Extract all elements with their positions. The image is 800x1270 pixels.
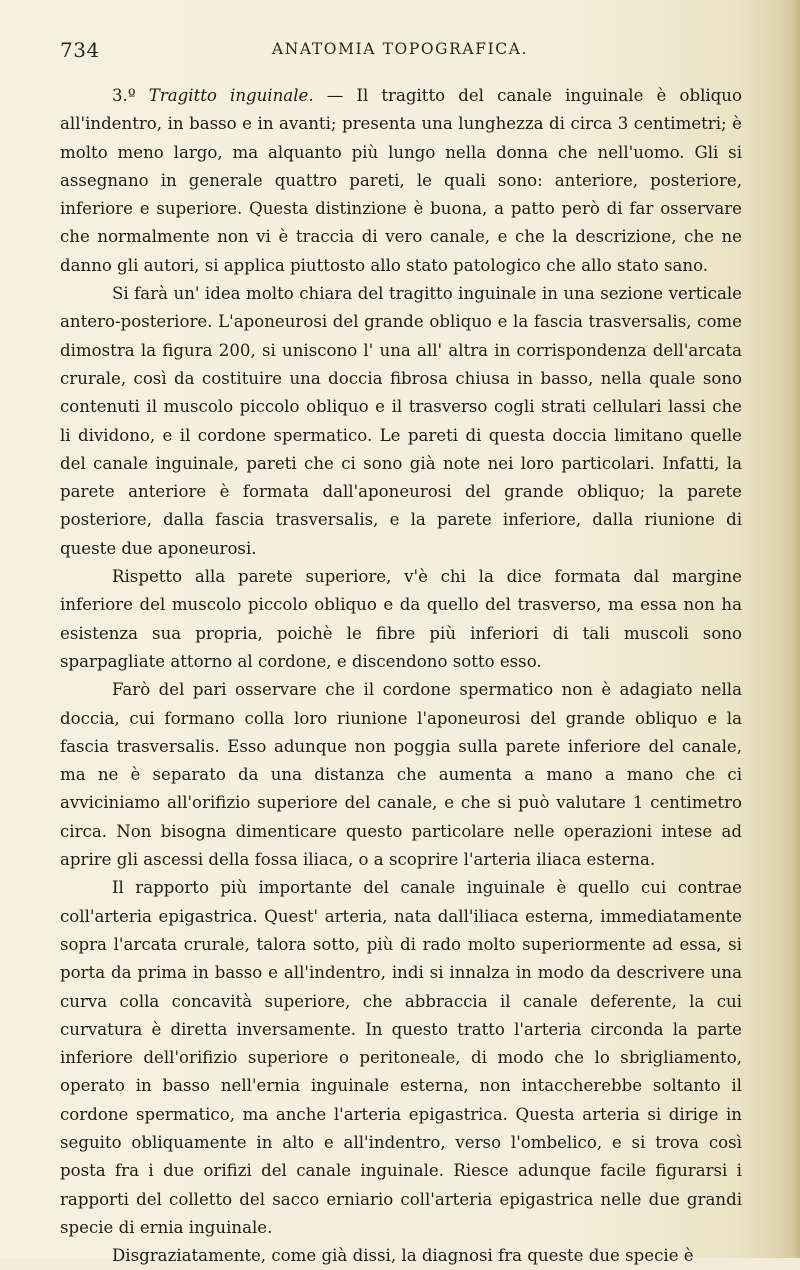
page-header bbox=[60, 38, 740, 68]
paragraph: Si farà un' idea molto chiara del tragitto inguinale in una sezione verticale antero-posteriore. L'aponeurosi del grande obliquo e la fascia trasversalis, come dimostra la figura 200, si uniscono l' una all' altra in corrispondenza dell'arcata crurale, così da costituire una doccia fibrosa chiusa in basso, nella quale sono contenuti il muscolo piccolo obliquo e il trasverso cogli strati cellulari lassi che li dividono, e il cordone spermatico. Le pareti di questa doccia limitano quelle del canale inguinale, pareti che ci sono già note nei loro particolari. Infatti, la parete anteriore è formata dall'aponeurosi del grande obliquo; la parete posteriore, dalla fascia trasversalis, e la parete inferiore, dalla riunione di queste due aponeurosi. bbox=[60, 284, 742, 558]
body-text bbox=[60, 82, 742, 1270]
page-edge-shadow bbox=[778, 0, 800, 1258]
section-intro-text: — Il tragitto del canale inguinale è obliquo all'indentro, in basso e in avanti; presenta una lunghezza di circa 3 centimetri; è molto meno largo, ma alquanto più lungo nella donna che nell'uomo. Gli si assegnano in generale quattro pareti, le quali sono: anteriore, posteriore, inferiore e superiore. Questa distinzione è buona, a patto però di far osservare che normalmente non vi è traccia di vero canale, e che la descrizione, che ne danno gli autori, si applica piuttosto allo stato patologico che allo stato sano. bbox=[60, 86, 742, 275]
running-title: ANATOMIA TOPOGRAFICA. bbox=[271, 40, 529, 58]
section-number: 3.º bbox=[112, 86, 136, 105]
paragraph: Disgraziatamente, come già dissi, la diagnosi fra queste due specie è bbox=[112, 1246, 694, 1266]
paragraph-section-intro bbox=[60, 82, 742, 280]
paragraph: Il rapporto più importante del canale inguinale è quello cui contrae coll'arteria epigastrica. Quest' arteria, nata dall'iliaca esterna, immediatamente sopra l'arcata crurale, talora sotto, più di rado molto superiormente ad essa, si porta da prima in basso e all'indentro, indi si innalza in modo da descrivere una curva colla concavità superiore, che abbraccia il canale deferente, la cui curvatura è diretta inversamente. In questo tratto l'arteria circonda la parte inferiore dell'orifizio superiore o peritoneale, di modo che lo sbrigliamento, operato in basso nell'ernia inguinale esterna, non intaccherebbe soltanto il cordone spermatico, ma anche l'arteria epigastrica. Questa arteria si dirige in seguito obliquamente in alto e all'indentro, verso l'ombelico, e si trova così posta fra i due orifizi del canale inguinale. Riesce adunque facile figurarsi i rapporti del colletto del sacco erniario coll'arteria epigastrica nelle due grandi specie di ernia inguinale. bbox=[60, 878, 742, 1237]
section-title: Tragitto inguinale. bbox=[148, 86, 314, 105]
paragraph: Farò del pari osservare che il cordone spermatico non è adagiato nella doccia, cui formano colla loro riunione l'aponeurosi del grande obliquo e la fascia trasversalis. Esso adunque non poggia sulla parete inferiore del canale, ma ne è separato da una distanza che aumenta a mano a mano che ci avviciniamo all'orifizio superiore del canale, e che si può valutare 1 centimetro circa. Non bisogna dimenticare questo particolare nelle operazioni intese ad aprire gli ascessi della fossa iliaca, o a scoprire l'arteria iliaca esterna. bbox=[60, 680, 742, 870]
paragraph: Rispetto alla parete superiore, v'è chi la dice formata dal margine inferiore del muscolo piccolo obliquo e da quello del trasverso, ma essa non ha esistenza sua propria, poichè le fibre più inferiori di tali muscoli sono sparpagliate attorno al cordone, e discendono sotto esso. bbox=[60, 567, 742, 671]
page-number: 734 bbox=[60, 38, 100, 62]
